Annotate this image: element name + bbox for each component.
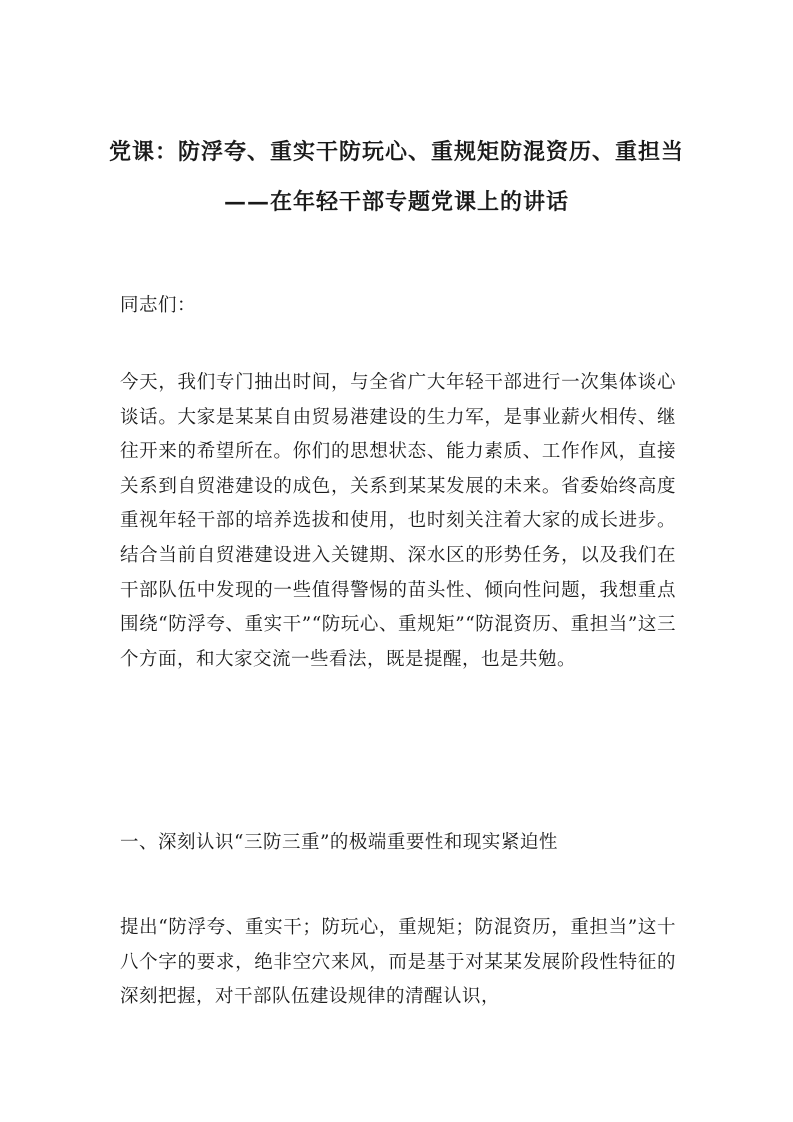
body-paragraph: 今天，我们专门抽出时间，与全省广大年轻干部进行一次集体谈心谈话。大家是某某自由贸易港建设的生力军，是事业薪火相传、继往开来的希望所在。你们的思想状态、能力素质、工作作风，直接关系到自贸港建设的成色，关系到某某发展的未来。省委始终高度重视年轻干部的培养选拔和使用，也时刻关注着大家的成长进步。结合当前自贸港建设进入关键期、深水区的形势任务，以及我们在干部队伍中发现的一些值得警惕的苗头性、倾向性问题，我想重点围绕“防浮夸、重实干”“防玩心、重规矩”“防混资历、重担当”这三个方面，和大家交流一些看法，既是提醒，也是共勉。 (120, 372, 676, 670)
document-title: 党课：防浮夸、重实干防玩心、重规矩防混资历、重担当——在年轻干部专题党课上的讲话 (108, 139, 684, 215)
section-heading: 一、深刻认识“三防三重”的极端重要性和现实紧迫性 (120, 832, 558, 853)
salutation: 同志们： (120, 295, 197, 316)
section-paragraph: 提出“防浮夸、重实干；防玩心，重规矩；防混资历，重担当”这十八个字的要求，绝非空穴来风，而是基于对某某发展阶段性特征的深刻把握，对干部队伍建设规律的清醒认识， (120, 917, 676, 1008)
